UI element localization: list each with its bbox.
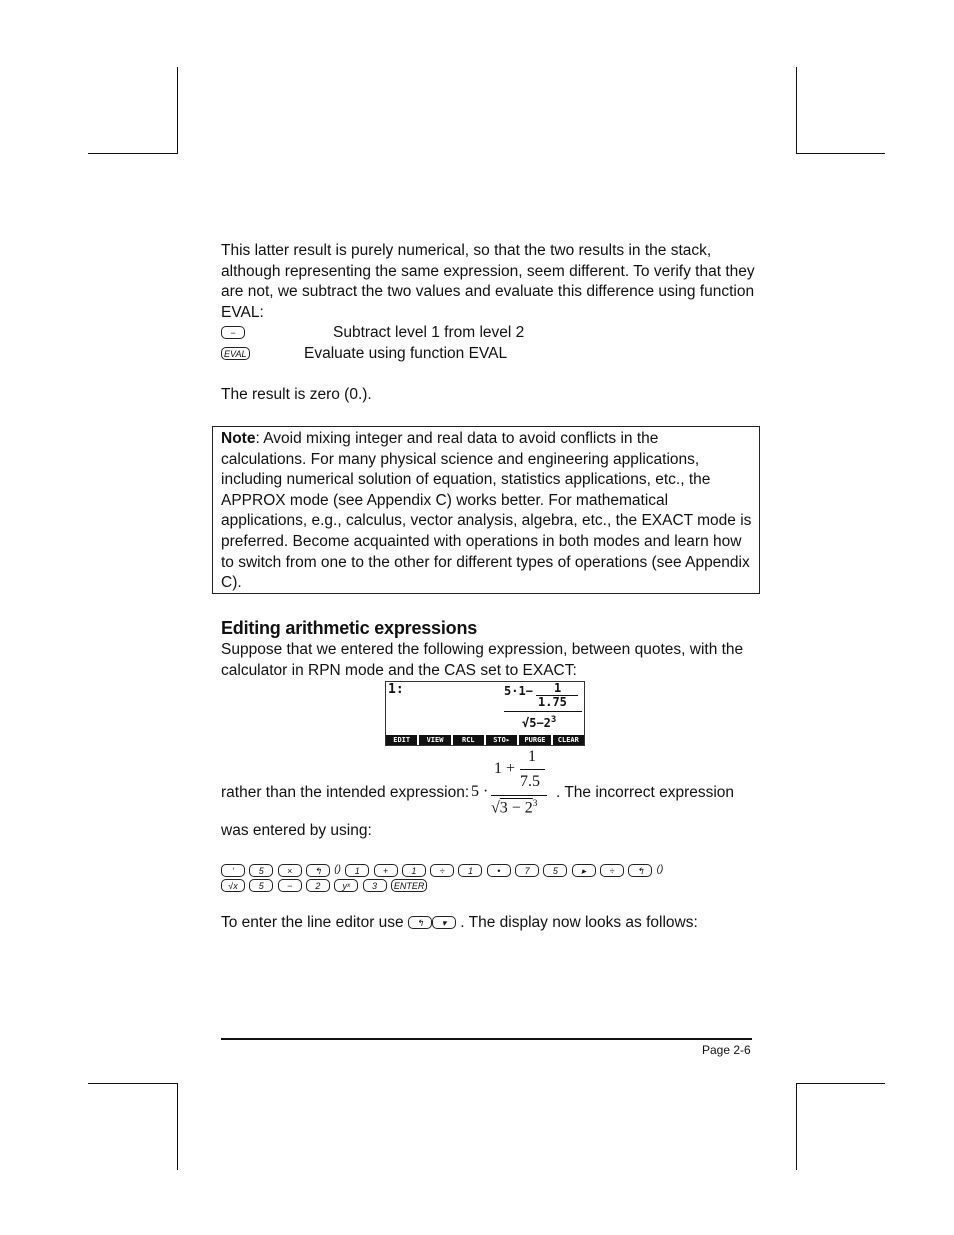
calculator-display bbox=[385, 681, 585, 746]
formula-one-plus: 1 + bbox=[494, 760, 516, 777]
two-key: 2 bbox=[306, 879, 330, 892]
comparison-continued: was entered by using: bbox=[221, 822, 372, 839]
section-heading: Editing arithmetic expressions bbox=[221, 618, 478, 638]
five-key: 5 bbox=[249, 879, 273, 892]
step-subtract-desc: Subtract level 1 from level 2 bbox=[333, 324, 525, 341]
formula-five: 5 · bbox=[471, 783, 489, 800]
left-shift-key: ↰ bbox=[628, 864, 652, 877]
one-key: 1 bbox=[402, 864, 426, 877]
three-key: 3 bbox=[363, 879, 387, 892]
section-paragraph bbox=[221, 640, 743, 681]
crop-mark bbox=[796, 67, 797, 154]
right-arrow-key: ▸ bbox=[572, 864, 596, 877]
one-key: 1 bbox=[345, 864, 369, 877]
crop-mark bbox=[796, 153, 885, 154]
dot-key: • bbox=[487, 864, 511, 877]
lcd-denominator: $√5-2^3$ bbox=[522, 715, 557, 730]
menu-key-view[interactable]: VIEW bbox=[419, 735, 450, 745]
comparison-after: . The incorrect expression bbox=[556, 784, 735, 801]
note-line: to switch from one to the other for different types of operations (see Appendix bbox=[221, 553, 750, 571]
note-line: APPROX mode (see Appendix C) works better. For mathematical bbox=[221, 491, 669, 509]
text-line: although representing the same expression, seem different. To verify that they bbox=[221, 262, 755, 280]
menu-key-sto[interactable]: STO▸ bbox=[486, 735, 517, 745]
crop-mark bbox=[177, 1083, 178, 1170]
note-line: calculations. For many physical science and engineering applications, bbox=[221, 450, 700, 468]
divide-key: ÷ bbox=[600, 864, 624, 877]
keystroke-row-2 bbox=[221, 876, 427, 897]
text-line: are not, we subtract the two values and evaluate this difference using function bbox=[221, 283, 755, 301]
enter-key: ENTER bbox=[391, 879, 428, 892]
minus-key: − bbox=[278, 879, 302, 892]
note-label: Note bbox=[221, 430, 256, 447]
menu-key-clear[interactable]: CLEAR bbox=[553, 735, 584, 745]
note-line: C). bbox=[221, 574, 242, 592]
formula-den: 7.5 bbox=[520, 773, 540, 790]
footer-rule bbox=[221, 1038, 752, 1040]
lcd-fraction-num: 1 bbox=[554, 681, 562, 695]
left-shift-key: ↰ bbox=[408, 916, 432, 929]
text-line: This latter result is purely numerical, so that the two results in the stack, bbox=[221, 242, 712, 259]
menu-key-edit[interactable]: EDIT bbox=[386, 735, 417, 745]
paren-label: () bbox=[656, 864, 664, 875]
text-line: EVAL: bbox=[221, 303, 264, 321]
step-eval-desc: Evaluate using function EVAL bbox=[304, 345, 508, 362]
menu-key-rcl[interactable]: RCL bbox=[453, 735, 484, 745]
lcd-fraction-den: 1.75 bbox=[538, 695, 567, 709]
crop-mark bbox=[177, 67, 178, 154]
intro-paragraph bbox=[221, 241, 755, 323]
down-arrow-key: ▾ bbox=[432, 916, 456, 929]
comparison-before: rather than the intended expression: bbox=[221, 784, 470, 801]
plus-key: + bbox=[374, 864, 398, 877]
menu-key-purge[interactable]: PURGE bbox=[519, 735, 550, 745]
step-eval bbox=[221, 344, 250, 365]
power-key: yˣ bbox=[334, 879, 358, 892]
text-line: calculator in RPN mode and the CAS set to EXACT: bbox=[221, 661, 577, 679]
paren-label: () bbox=[334, 864, 341, 875]
minus-key: − bbox=[221, 326, 245, 339]
line-editor-text: To enter the line editor use ↰ ▾ . The display now looks as follows: bbox=[221, 914, 698, 931]
times-key: × bbox=[278, 864, 302, 877]
five-key: 5 bbox=[543, 864, 567, 877]
eval-key: EVAL bbox=[221, 347, 250, 360]
text-line: Suppose that we entered the following expression, between quotes, with the bbox=[221, 641, 744, 658]
seven-key: 7 bbox=[515, 864, 539, 877]
lcd-main-bar bbox=[504, 711, 582, 712]
note-text bbox=[221, 429, 751, 594]
note-line: preferred. Become acquainted with operations in both modes and learn how bbox=[221, 532, 742, 550]
sqrt-key: √x bbox=[221, 879, 245, 892]
divide-key: ÷ bbox=[430, 864, 454, 877]
soft-menu bbox=[386, 735, 584, 745]
note-line: applications, e.g., calculus, vector analysis, algebra, etc., the EXACT mode is bbox=[221, 512, 752, 530]
result-text: The result is zero (0.). bbox=[221, 386, 372, 403]
page-number: Page 2-6 bbox=[702, 1043, 751, 1057]
five-key: 5 bbox=[249, 864, 273, 877]
crop-mark bbox=[796, 1083, 797, 1170]
formula-inner-bar bbox=[520, 769, 545, 770]
stack-level-label: 1: bbox=[388, 682, 404, 697]
crop-mark bbox=[88, 153, 177, 154]
formula-one: 1 bbox=[528, 748, 536, 765]
step-subtract bbox=[221, 323, 245, 344]
formula-root: $√3 - 2^3$ bbox=[491, 798, 538, 817]
quote-key: ‘ bbox=[221, 864, 245, 877]
lcd-expression: 5·1− bbox=[504, 684, 533, 698]
crop-mark bbox=[88, 1083, 177, 1084]
note-line: Note: Avoid mixing integer and real data to avoid conflicts in the bbox=[221, 430, 659, 447]
crop-mark bbox=[796, 1083, 885, 1084]
left-shift-key: ↰ bbox=[306, 864, 330, 877]
note-line: including numerical solution of equation, statistics applications, etc., the bbox=[221, 471, 711, 489]
one-key: 1 bbox=[458, 864, 482, 877]
formula-main-bar bbox=[491, 795, 547, 796]
